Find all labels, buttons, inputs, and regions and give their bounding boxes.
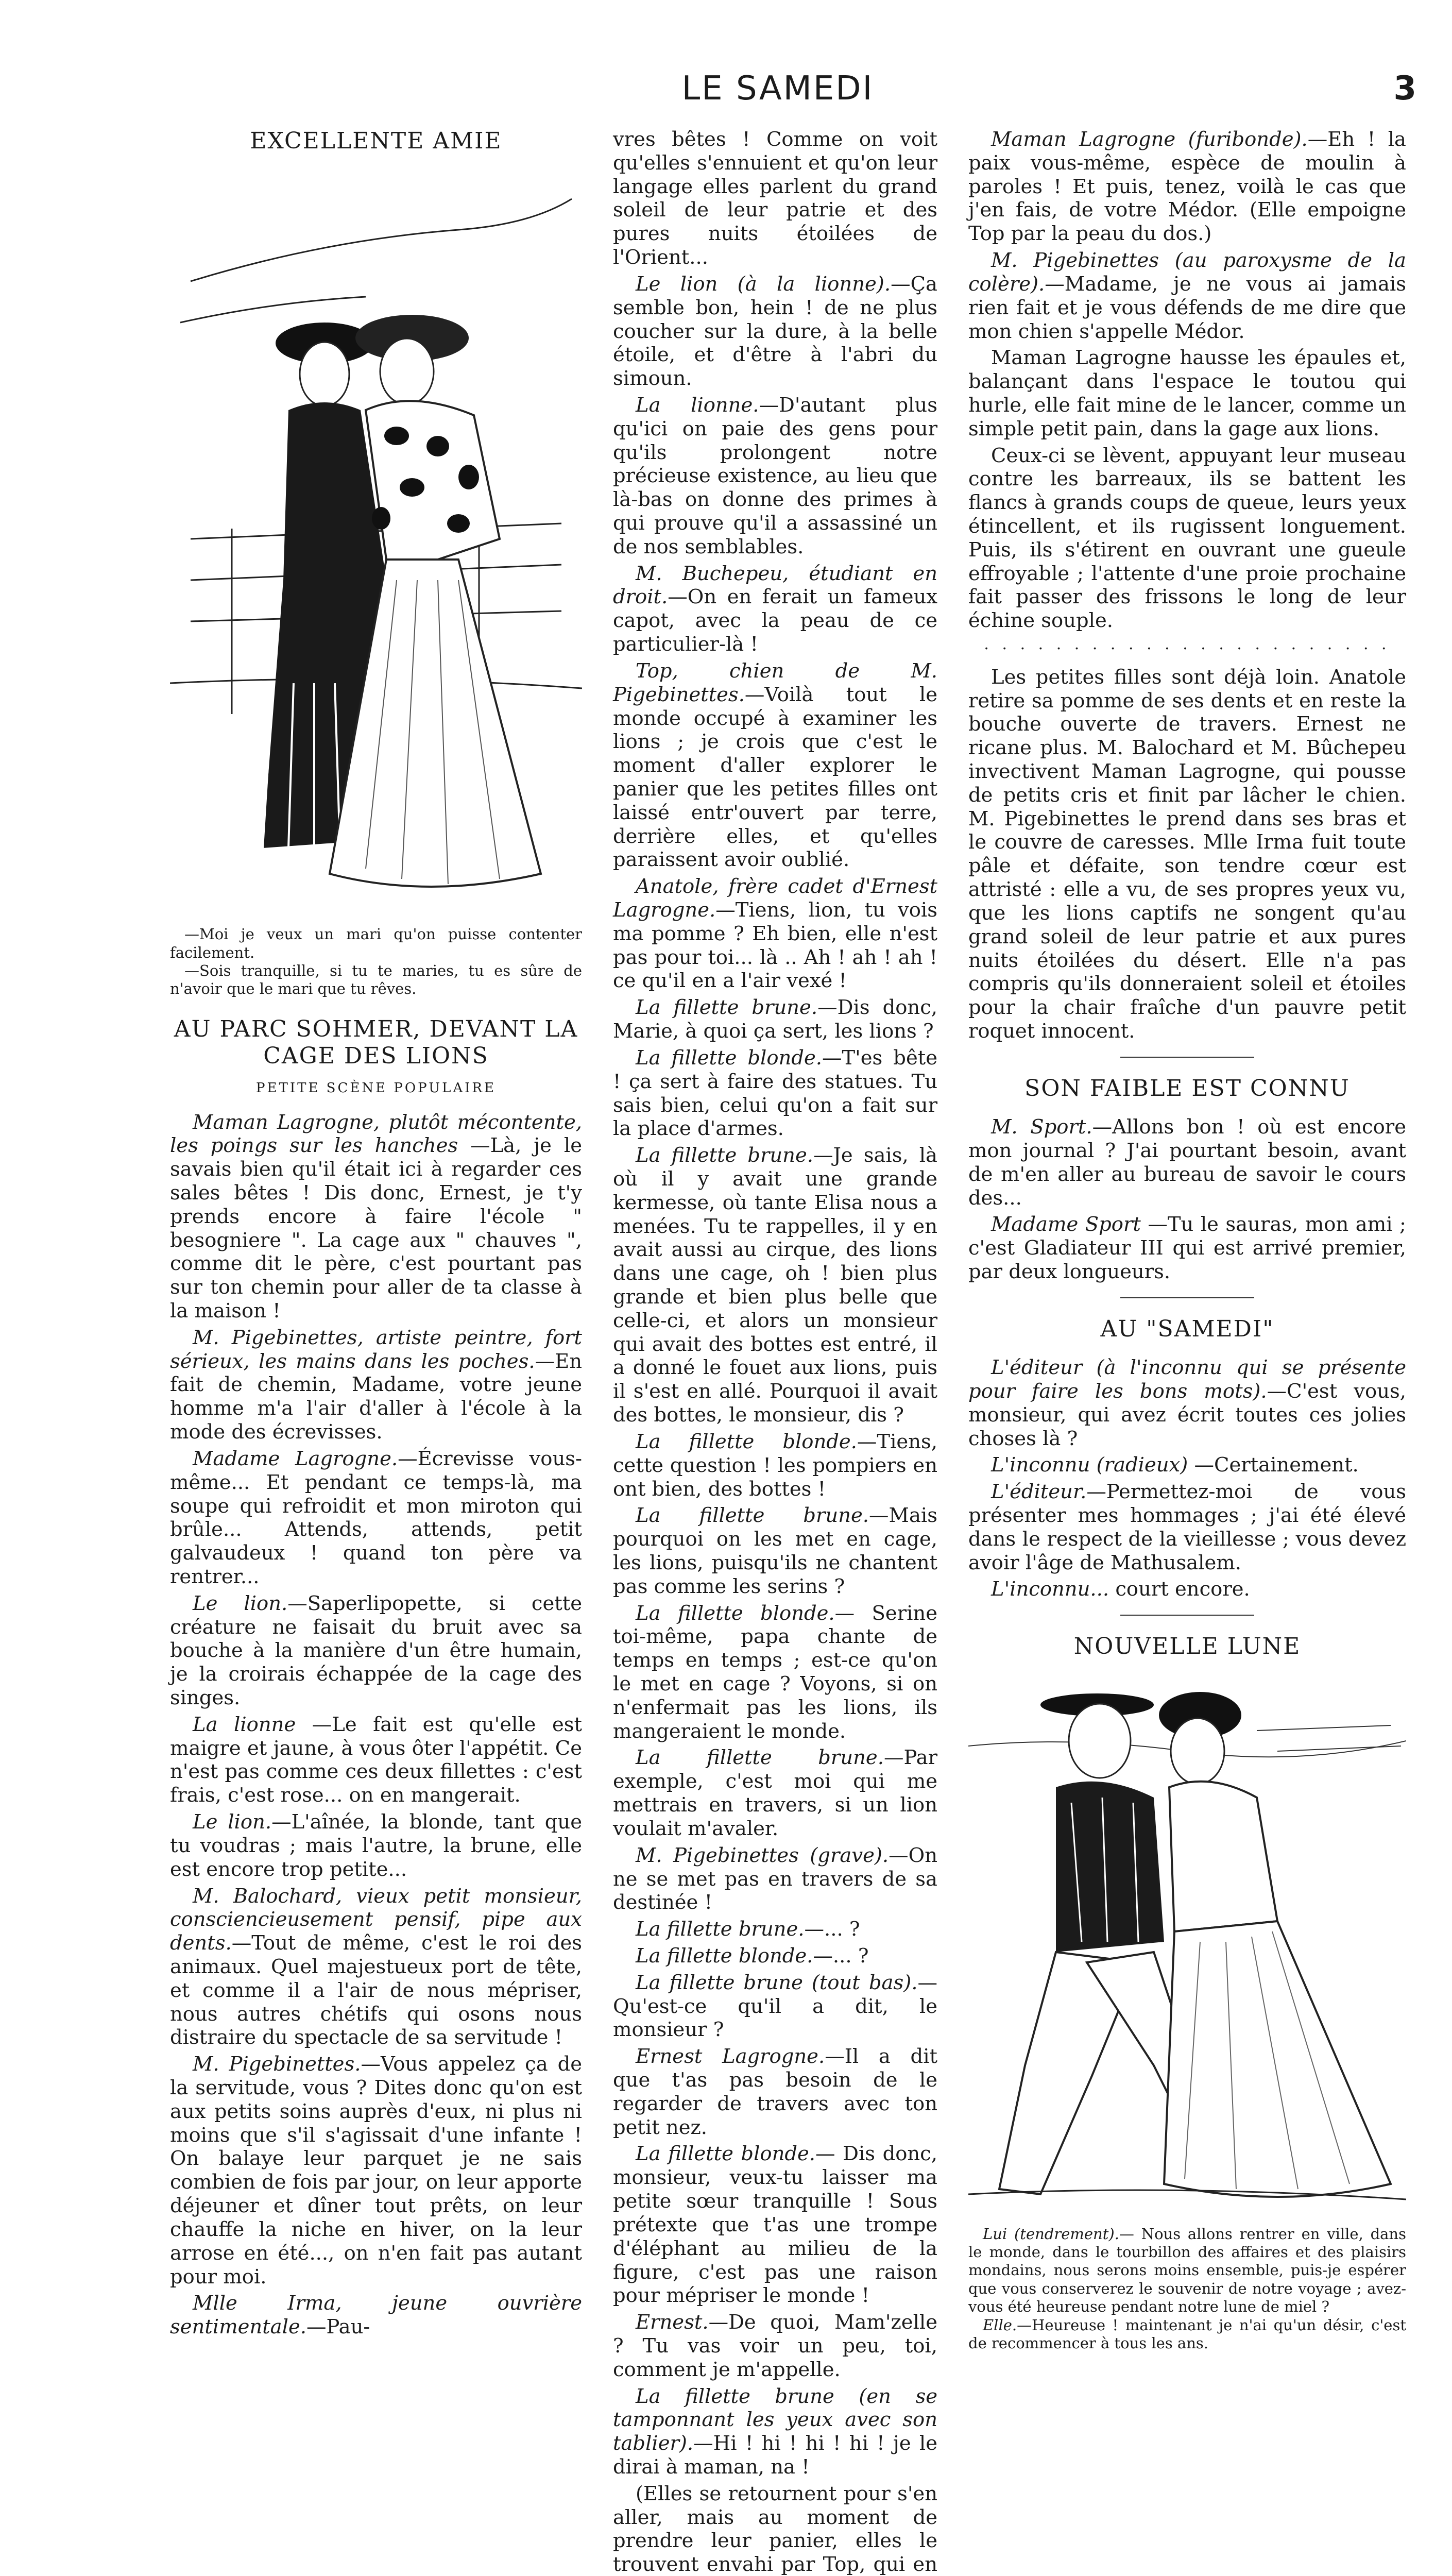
narration-paragraph: [968, 444, 1406, 633]
heading-nouvelle-lune: NOUVELLE LUNE: [1073, 1633, 1301, 1660]
article-heading: AU PARC SOHMER, DEVANT LA CAGE DES LIONS: [174, 1015, 578, 1070]
speaker: La fillette brune.: [636, 996, 818, 1020]
dialogue-text: —Voilà tout le monde occupé à examiner les lions ; je crois que c'est le moment d'aller explorer le panier que les petites filles ont laissé entr'ouvert par terre, derrière elles, et qu'elles paraissent avoir oublié.: [613, 683, 937, 872]
dialogue-paragraph: [613, 2045, 937, 2139]
article-subtitle: PETITE SCÈNE POPULAIRE: [256, 1080, 496, 1096]
dialogue-paragraph: [613, 1971, 937, 2042]
illustration-caption: [170, 925, 582, 998]
dialogue-text: —Allons bon ! où est encore mon journal ? J'ai pourtant besoin, avant de m'en aller au bureau de savoir le cours des...: [968, 1115, 1406, 1210]
speaker: La fillette blonde.: [636, 2142, 816, 2166]
speaker: Anatole, frère cadet d'Ernest Lagrogne.: [613, 875, 937, 922]
couple-on-bench-engraving-icon: [968, 1674, 1406, 2220]
dialogue-text: —Je sais, là où il y avait une grande kermesse, où tante Elisa nous a menées. Tu te rappelles, il y en avait aussi au cirque, des lions dans une cage, oh ! bien plus grande et bien plus belle que celle-ci, et alors un monsieur qui avait des bottes est entré, il a donné le fouet aux lions, puis il s'est en allé. Pourquoi il avait des bottes, le monsieur, dis ?: [613, 1144, 937, 1427]
dialogue-paragraph: [170, 2292, 582, 2339]
dialogue-text: —D'autant plus qu'ici on paie des gens pour qu'ils prolongent notre précieuse existence, au lieu que là-bas on donne des primes à qui prouve qu'il a assassiné un de nos semblables.: [613, 393, 937, 558]
speaker: La lionne: [193, 1713, 296, 1736]
dialogue-text: —Tout de même, c'est le roi des animaux. Quel majestueux port de tête, et comme il a l'air de nous mépriser, nous autres chétifs qui osons nous distraire du spectacle de sa servitude !: [170, 1931, 582, 2049]
speaker: Lui (tendrement).: [983, 2225, 1119, 2243]
dialogue-text: —Mais pourquoi on les met en cage, les lions, puisqu'ils ne chantent pas comme les serins ?: [613, 1504, 937, 1598]
speaker: M. Pigebinettes (grave).: [636, 1843, 889, 1867]
dialogue-text: —Madame, je ne vous ai jamais rien fait et je vous défends de me dire que mon chien s'appelle Médor.: [968, 272, 1406, 343]
dialogue-text: —Tu le sauras, mon ami ; c'est Gladiateur III qui est arrivé premier, par deux longueurs.: [968, 1213, 1406, 1283]
dialogue-text: —Permettez-moi de vous présenter mes hommages ; j'ai été élevé dans le respect de la vieillesse ; vous devez avoir l'âge de Mathusalem.: [968, 1480, 1406, 1574]
dialogue-text: vres bêtes ! Comme on voit qu'elles s'ennuient et qu'on leur langage elles parlent du grand soleil de leur patrie et des pures nuits étoilées de l'Orient...: [613, 128, 937, 269]
speaker: Madame Sport: [991, 1213, 1141, 1236]
dialogue-text: —Il a dit que t'as pas besoin de le regarder de travers avec ton petit nez.: [613, 2045, 937, 2139]
speaker: Ernest Lagrogne.: [636, 2045, 825, 2069]
dialogue-paragraph: [613, 1602, 937, 1743]
heading-au-samedi: AU "SAMEDI": [1100, 1315, 1274, 1342]
speaker: La fillette brune.: [636, 1746, 884, 1770]
dialogue-text: —T'es bête ! ça sert à faire des statues. Tu sais bien, celui qu'on a fait sur la place d'armes.: [613, 1046, 937, 1141]
dialogue-paragraph: [170, 1326, 582, 1444]
caption-text: — Nous allons rentrer en ville, dans le monde, dans le tourbillon des affaires et des plaisirs mondains, nous serons moins ensemble, puis-je espérer que vous conserverez le souvenir de notre voyage ; avez-vous été heureuse pendant notre lune de miel ?: [968, 2225, 1406, 2316]
speaker: M. Pigebinettes, artiste peintre, fort sérieux, les mains dans les poches.: [170, 1326, 582, 1373]
narration-paragraph: [968, 666, 1406, 1043]
dialogue-text: —De quoi, Mam'zelle ? Tu vas voir un peu, toi, comment je m'appelle.: [613, 2311, 937, 2381]
speaker: L'éditeur (à l'inconnu qui se présente pour faire les bons mots).: [968, 1356, 1406, 1403]
speaker: Mlle Irma, jeune ouvrière sentimentale.: [170, 2292, 582, 2339]
caption-line: —Moi je veux un mari qu'on puisse contenter facilement.: [170, 925, 582, 961]
speaker: Le lion.: [193, 1810, 272, 1834]
speaker: L'inconnu...: [991, 1578, 1109, 1601]
dialogue-paragraph: [613, 996, 937, 1043]
dialogue-paragraph: [613, 659, 937, 872]
dialogue-text: —L'aînée, la blonde, tant que tu voudras ; mais l'autre, la brune, elle est encore trop petite...: [170, 1810, 582, 1881]
dotted-separator: · · · · · · · · · · · · · · · · · · · · · · ·: [984, 640, 1391, 658]
dialogue-text: —Écrevisse vous-même... Et pendant ce temps-là, ma soupe qui refroidit et mon miroton qui brûle... Attends, attends, petit galvaudeux ! quand ton père va rentrer...: [170, 1447, 583, 1588]
newspaper-title: LE SAMEDI: [681, 70, 874, 108]
dialogue-paragraph: [968, 1578, 1406, 1601]
dialogue-paragraph: [968, 1356, 1406, 1450]
illustration-caption: [968, 2225, 1406, 2353]
column-2: [613, 128, 937, 2576]
section-divider: [1120, 1057, 1254, 1058]
dialogue-text: — Dis donc, monsieur, veux-tu laisser ma petite sœur tranquille ! Sous prétexte que t'as une trompe d'éléphant au milieu de la figure, c'est pas une raison pour mépriser le monde !: [613, 2142, 937, 2308]
speaker: Top, chien de M. Pigebinettes.: [613, 659, 937, 706]
dialogue-text: —En fait de chemin, Madame, votre jeune homme m'a l'air d'aller à l'école à la mode des écrevisses.: [170, 1349, 582, 1444]
dialogue-text: —Tiens, lion, tu vois ma pomme ? Eh bien, elle n'est pas pour toi... là .. Ah ! ah ! ah ! ce qu'il en a l'air vexé !: [613, 899, 937, 993]
speaker: La fillette brune.: [636, 1504, 869, 1528]
speaker: M. Pigebinettes (au paroxysme de la colère).: [968, 249, 1406, 296]
speaker: Maman Lagrogne, plutôt mécontente, les poings sur les hanches: [170, 1110, 582, 1158]
dialogue-paragraph: [968, 1453, 1406, 1477]
dialogue-text: — Serine toi-même, papa chante de temps en temps ; est-ce qu'on le met en cage ? Voyons, si on n'enfermait pas les lions, ils mangeraient le monde.: [613, 1601, 937, 1743]
dialogue-paragraph: [613, 2311, 937, 2381]
dialogue-paragraph: [613, 1918, 937, 1941]
dialogue-paragraph: [170, 2053, 582, 2289]
narration-paragraph: [968, 346, 1406, 440]
dialogue-paragraph: [613, 875, 937, 993]
dialogue-paragraph: [968, 1480, 1406, 1574]
dialogue-text: —Qu'est-ce qu'il a dit, le monsieur ?: [613, 1971, 937, 2042]
dialogue-paragraph: [613, 273, 937, 391]
dialogue-text: —Dis donc, Marie, à quoi ça sert, les lions ?: [613, 996, 937, 1043]
dialogue-text: (Elles se retournent pour s'en aller, mais au moment de prendre leur panier, elles le trouvent envahi par Top, qui en: [613, 2482, 937, 2576]
dialogue-text: —Saperlipopette, si cette créature ne faisait du bruit avec sa bouche à la manière d'un être humain, je la croirais échappée de la cage des singes.: [170, 1591, 582, 1710]
dialogue-paragraph: [613, 562, 937, 656]
dialogue-text: —On en ferait un fameux capot, avec la peau de ce particulier-là !: [613, 585, 937, 656]
dialogue-text: —Pau-: [306, 2315, 370, 2339]
masthead: [170, 70, 1416, 126]
dialogue-paragraph: [968, 1213, 1406, 1283]
dialogue-text: —Là, je le savais bien qu'il était ici à regarder ces sales bêtes ! Dis donc, Ernest, je t'y prends encore à faire l'école " besogniere ". La cage aux " chauves ", comme dit le père, c'est pourtant pas sur ton chemin pour aller de ta classe à la maison !: [170, 1134, 582, 1323]
speaker: Elle.: [983, 2316, 1017, 2334]
dialogue-paragraph: [170, 1592, 582, 1710]
dialogue-text: —C'est vous, monsieur, qui avez écrit toutes ces jolies choses là ?: [968, 1379, 1407, 1450]
dialogue-paragraph: [170, 1885, 582, 2050]
dialogue-text: —Eh ! la paix vous-même, espèce de moulin à paroles ! Et puis, tenez, voilà le cas que j'en fais, de votre Médor. (Elle empoigne Top par la peau du dos.): [968, 128, 1406, 246]
dialogue-text: Maman Lagrogne hausse les épaules et, balançant dans l'espace le toutou qui hurle, elle fait mine de le lancer, comme un simple petit pain, dans la gage aux lions.: [968, 346, 1406, 440]
caption-line: —Sois tranquille, si tu te maries, tu es sûre de n'avoir que le mari que tu rêves.: [170, 962, 582, 998]
speaker: La fillette blonde.: [636, 1601, 835, 1625]
dialogue-text: —Vous appelez ça de la servitude, vous ? Dites donc qu'on est aux petits soins auprès d'eux, ni plus ni moins que s'il s'agissait d'une infante ! On balaye leur parquet je ne sais combien de fois par jour, on leur apporte déjeuner et dîner tout prêts, on leur chauffe la niche en hiver, on la leur arrose en été..., on n'en fait pas autant pour moi.: [170, 2053, 582, 2289]
dialogue-paragraph: [968, 249, 1406, 343]
dialogue-paragraph: [968, 1115, 1406, 1210]
dialogue-paragraph: [613, 1944, 937, 1968]
speaker: La fillette brune.: [636, 1918, 805, 1941]
dialogue-paragraph: [613, 2385, 937, 2479]
stage-direction: [613, 2482, 937, 2576]
section-divider: [1120, 1297, 1254, 1298]
dialogue-paragraph: [613, 1144, 937, 1427]
dialogue-paragraph: [613, 1046, 937, 1141]
speaker: M. Sport.: [991, 1115, 1092, 1139]
dialogue-text: —Le fait est qu'elle est maigre et jaune, à vous ôter l'appétit. Ce n'est pas comme ces deux fillettes : c'est frais, c'est rose... on en mangerait.: [170, 1713, 582, 1807]
speaker: La fillette blonde.: [636, 1046, 822, 1070]
dialogue-paragraph: [613, 394, 937, 559]
two-women-walking-engraving-icon: [170, 168, 582, 920]
speaker: Ernest.: [636, 2311, 709, 2334]
heading-excellente-amie: EXCELLENTE AMIE: [250, 128, 502, 154]
dialogue-paragraph: [613, 1844, 937, 1914]
section-divider: [1120, 1615, 1254, 1616]
speaker: Le lion (à la lionne).: [636, 272, 891, 296]
dialogue-paragraph: [613, 1504, 937, 1598]
page-number: 3: [1393, 70, 1416, 108]
column-1: [170, 128, 582, 2342]
caption-line: [968, 2225, 1406, 2316]
speaker: L'éditeur.: [991, 1480, 1087, 1504]
column-3: [968, 128, 1406, 2352]
speaker: Le lion.: [193, 1591, 288, 1615]
dialogue-text: —Par exemple, c'est moi qui me mettrais en travers, si un lion voulait m'avaler.: [613, 1746, 937, 1840]
dialogue-paragraph: [613, 2142, 937, 2308]
dialogue-text: —On ne se met pas en travers de sa destinée !: [613, 1843, 937, 1914]
speaker: La fillette blonde.: [636, 1430, 857, 1453]
dialogue-paragraph: [613, 128, 937, 269]
dialogue-paragraph: [170, 1713, 582, 1807]
dialogue-text: —... ?: [804, 1918, 860, 1941]
dialogue-paragraph: [613, 1746, 937, 1840]
dialogue-paragraph: [170, 1810, 582, 1881]
caption-line: [968, 2316, 1406, 2353]
speaker: La fillette blonde.: [636, 1944, 813, 1968]
dialogue-paragraph: [170, 1111, 582, 1323]
dialogue-text: Ceux-ci se lèvent, appuyant leur museau contre les barreaux, ils se battent les flancs à grands coups de queue, leurs yeux étincellent, et ils rugissent longuement. Puis, ils s'étirent en ouvrant une gueule effroyable ; l'attente d'une proie prochaine fait passer des frissons le long de leur échine souple.: [968, 444, 1406, 633]
speaker: M. Buchepeu, étudiant en droit.: [613, 562, 937, 609]
speaker: La fillette brune (en se tamponnant les yeux avec son tablier).: [613, 2384, 937, 2455]
dialogue-text: court encore.: [1115, 1578, 1250, 1601]
speaker: M. Pigebinettes.: [193, 2053, 361, 2076]
speaker: La lionne.: [636, 393, 759, 417]
speaker: L'inconnu (radieux): [991, 1453, 1188, 1477]
dialogue-text: —... ?: [813, 1944, 869, 1968]
dialogue-text: Les petites filles sont déjà loin. Anatole retire sa pomme de ses dents et en reste la bouche ouverte de travers. Ernest ne ricane plus. M. Balochard et M. Bûchepeu invectivent Maman Lagrogne, qui pousse de petits cris et finit par lâcher le chien. M. Pigebinettes le prend dans ses bras et le couvre de caresses. Mlle Irma fuit toute pâle et défaite, son tendre cœur est attristé : elle a vu, de ses propres yeux vu, que les lions captifs ne songent qu'au grand soleil de leur patrie et aux pures nuits étoilées du désert. Elle n'a pas compris qu'ils donneraient soleil et étoiles pour la chair fraîche d'un pauvre petit roquet innocent.: [968, 665, 1406, 1043]
speaker: M. Balochard, vieux petit monsieur, consciencieusement pensif, pipe aux dents.: [170, 1884, 582, 1955]
dialogue-text: —Hi ! hi ! hi ! hi ! je le dirai à maman, na !: [613, 2432, 937, 2479]
dialogue-text: —Tiens, cette question ! les pompiers en ont bien, des bottes !: [613, 1430, 937, 1501]
dialogue-paragraph: [613, 1430, 937, 1501]
dialogue-paragraph: [170, 1447, 582, 1589]
speaker: La fillette brune (tout bas).: [636, 1971, 918, 1994]
dialogue-text: —Certainement.: [1194, 1453, 1359, 1477]
caption-text: —Heureuse ! maintenant je n'ai qu'un désir, c'est de recommencer à tous les ans.: [968, 2316, 1406, 2352]
dialogue-paragraph: [968, 128, 1406, 246]
speaker: La fillette brune.: [636, 1144, 813, 1167]
speaker: Madame Lagrogne.: [193, 1447, 398, 1470]
heading-son-faible: SON FAIBLE EST CONNU: [1024, 1075, 1350, 1101]
dialogue-text: —Ça semble bon, hein ! de ne plus coucher sur la dure, à la belle étoile, et d'être à l'abri du simoun.: [613, 272, 937, 391]
speaker: Maman Lagrogne (furibonde).: [991, 128, 1308, 151]
